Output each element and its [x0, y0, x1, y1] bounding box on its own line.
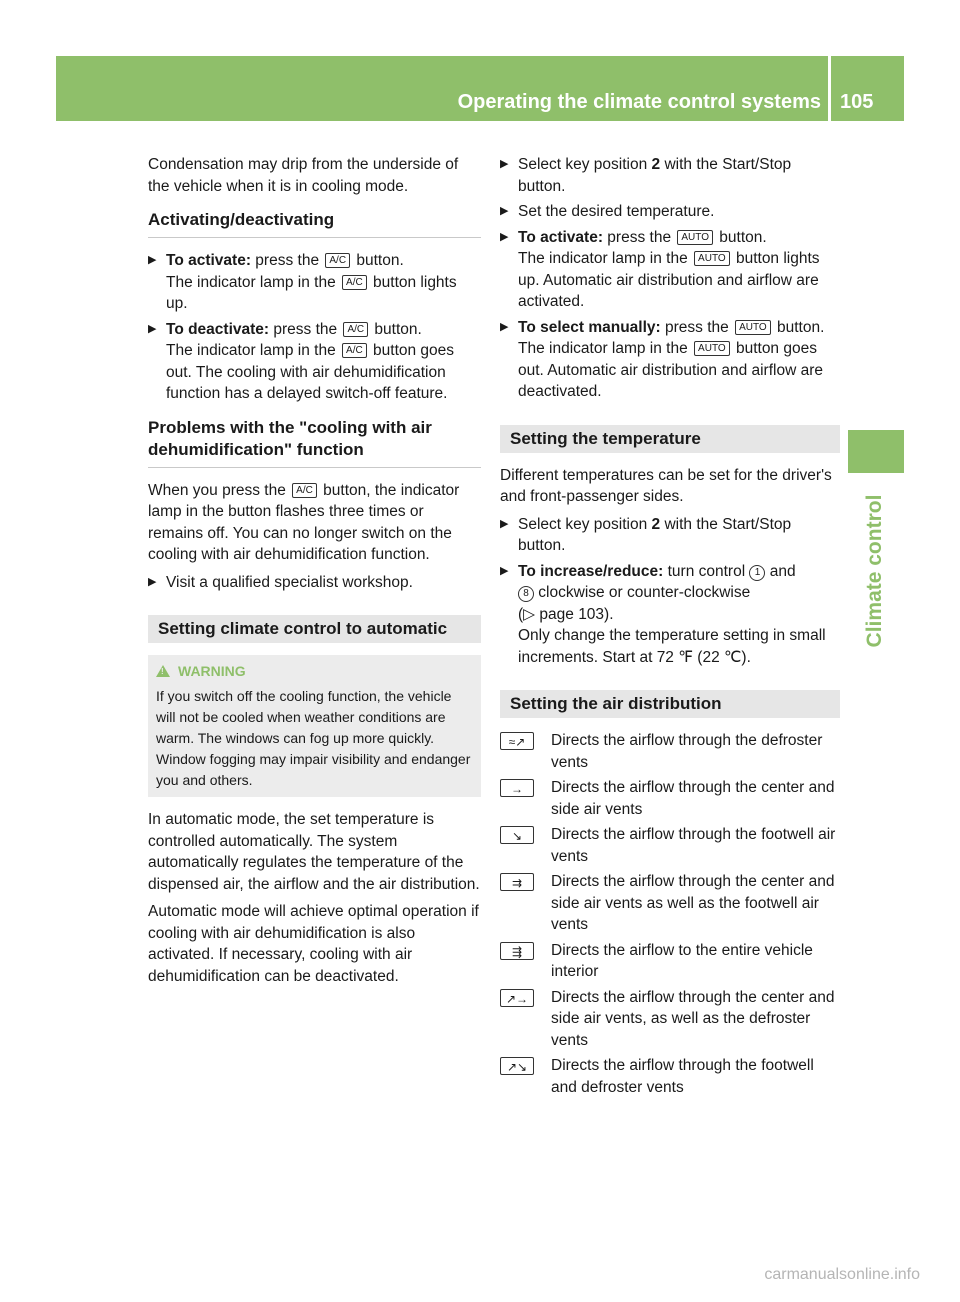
footwell-icon: ↘ — [500, 826, 534, 844]
air-distribution-item — [500, 940, 840, 983]
page-number: 105 — [840, 91, 874, 113]
warning-box: ! WARNING If you switch off the cooling function, the vehicle will not be cooled when weather conditions are warm. The windows can fog up more quickly. Window fogging may impair visibility and endanger you and others. — [148, 655, 481, 797]
banner-automatic: Setting climate control to automatic — [148, 615, 481, 643]
auto-button-icon: AUTO — [694, 251, 730, 266]
right-column — [500, 154, 840, 1102]
air-distribution-text: Directs the airflow through the center and side air vents, as well as the defroster vents — [551, 988, 835, 1049]
center-vents-icon: → — [500, 779, 534, 797]
air-distribution-text: Directs the airflow through the center and side air vents — [551, 779, 835, 818]
header-separator — [828, 56, 831, 121]
ac-button-icon: A/C — [342, 275, 367, 290]
air-distribution-item — [500, 730, 840, 773]
air-distribution-text: Directs the airflow to the entire vehicle interior — [551, 941, 813, 980]
temperature-intro: Different temperatures can be set for the driver's and front-passenger sides. — [500, 466, 832, 505]
step-activate: ▶ To activate: press the A/C button. The indicator lamp in the A/C button lights up. — [148, 252, 457, 312]
air-distribution-item — [500, 1055, 840, 1098]
problems-paragraph: When you press the A/C button, the indicator lamp in the button flashes three times or remains off. You can no longer switch on the cooling with air dehumidification function. — [148, 481, 460, 563]
warning-text: If you switch off the cooling function, the vehicle will not be cooled when weather conditions are warm. The windows can fog up more quickly. Window fogging may impair visibility and endanger you and others. — [156, 688, 471, 788]
step-arrow-icon: ▶ — [500, 205, 509, 217]
defroster-icon: ≈↗ — [500, 732, 534, 750]
step-arrow-icon: ▶ — [500, 230, 509, 243]
side-tab-marker — [848, 430, 904, 473]
ac-button-icon: A/C — [292, 483, 317, 498]
ac-button-icon: A/C — [325, 253, 350, 268]
auto-button-icon: AUTO — [735, 320, 771, 335]
auto-button-icon: AUTO — [677, 230, 713, 245]
warning-icon: ! — [156, 665, 170, 677]
step-set-temperature: ▶ Set the desired temperature. — [500, 201, 840, 223]
auto-paragraph-2: Automatic mode will achieve optimal operation if cooling with air dehumidification is also activated. If necessary, cooling with air dehumidification can be deactivated. — [148, 903, 479, 985]
step-manual: ▶ To select manually: press the AUTO button. The indicator lamp in the AUTO button goes out. Automatic air distribution and airflow are deactivated. — [500, 318, 825, 400]
heading-problems: Problems with the "cooling with air dehumidification" function — [148, 417, 481, 468]
page-ref-arrow-icon: ▷ — [523, 605, 536, 623]
auto-button-icon: AUTO — [694, 341, 730, 356]
step-temp-key: ▶ Select key position 2 with the Start/Stop button. — [500, 515, 792, 554]
all-vents-icon: ⇶ — [500, 942, 534, 960]
step-arrow-icon: ▶ — [500, 564, 509, 577]
air-distribution-item — [500, 871, 840, 936]
air-distribution-text: Directs the airflow through the footwell and defroster vents — [551, 1057, 814, 1096]
banner-temperature: Setting the temperature — [500, 425, 840, 453]
heading-activating: Activating/deactivating — [148, 209, 481, 238]
page-title: Operating the climate control systems — [457, 91, 821, 113]
side-tab-label: Climate control — [863, 494, 886, 648]
step-auto-activate: ▶ To activate: press the AUTO button. The indicator lamp in the AUTO button lights up. Automatic air distribution and airflow are activated. — [500, 228, 820, 310]
left-column — [148, 154, 481, 993]
air-distribution-text: Directs the airflow through the center and side air vents as well as the footwell air vents — [551, 873, 835, 933]
step-arrow-icon: ▶ — [500, 158, 509, 170]
air-distribution-item — [500, 987, 840, 1052]
banner-air-distribution: Setting the air distribution — [500, 690, 840, 718]
step-increase-reduce: ▶ To increase/reduce: turn control 1 and 8 clockwise or counter-clockwise (▷ page 103). Only change the temperature setting in small increments. Start at 72 ℉ (22 ℃). — [500, 562, 826, 666]
page-reference: page 103). — [535, 605, 614, 623]
air-distribution-text: Directs the airflow through the defroster vents — [551, 732, 823, 771]
step-arrow-icon: ▶ — [148, 575, 157, 588]
watermark: carmanualsonline.info — [764, 1266, 920, 1283]
ac-button-icon: A/C — [343, 322, 368, 337]
air-distribution-text: Directs the airflow through the footwell air vents — [551, 826, 836, 865]
air-distribution-item — [500, 824, 840, 867]
air-distribution-item — [500, 777, 840, 820]
intro-paragraph: Condensation may drip from the underside of the vehicle when it is in cooling mode. — [148, 156, 459, 195]
step-workshop: ▶ Visit a qualified specialist workshop. — [148, 572, 481, 594]
step-deactivate: ▶ To deactivate: press the A/C button. The indicator lamp in the A/C button goes out. The cooling with air dehumidification function has a delayed switch-off feature. — [148, 320, 455, 402]
step-arrow-icon: ▶ — [500, 320, 509, 333]
control-8-icon: 8 — [518, 586, 534, 602]
center-defroster-icon: ↗→ — [500, 989, 534, 1007]
ac-button-icon: A/C — [342, 343, 367, 358]
footwell-defroster-icon: ↗↘ — [500, 1057, 534, 1075]
step-arrow-icon: ▶ — [500, 517, 509, 530]
center-footwell-icon: ⇉ — [500, 873, 534, 891]
air-distribution-list — [500, 730, 840, 1098]
step-key-position: ▶ Select key position 2 with the Start/Stop button. — [500, 156, 792, 195]
step-arrow-icon: ▶ — [148, 322, 157, 335]
step-arrow-icon: ▶ — [148, 254, 157, 266]
auto-paragraph-1: In automatic mode, the set temperature is controlled automatically. The system automatically regulates the temperature of the dispensed air, the airflow and the air distribution. — [148, 811, 480, 893]
control-1-icon: 1 — [749, 565, 765, 581]
